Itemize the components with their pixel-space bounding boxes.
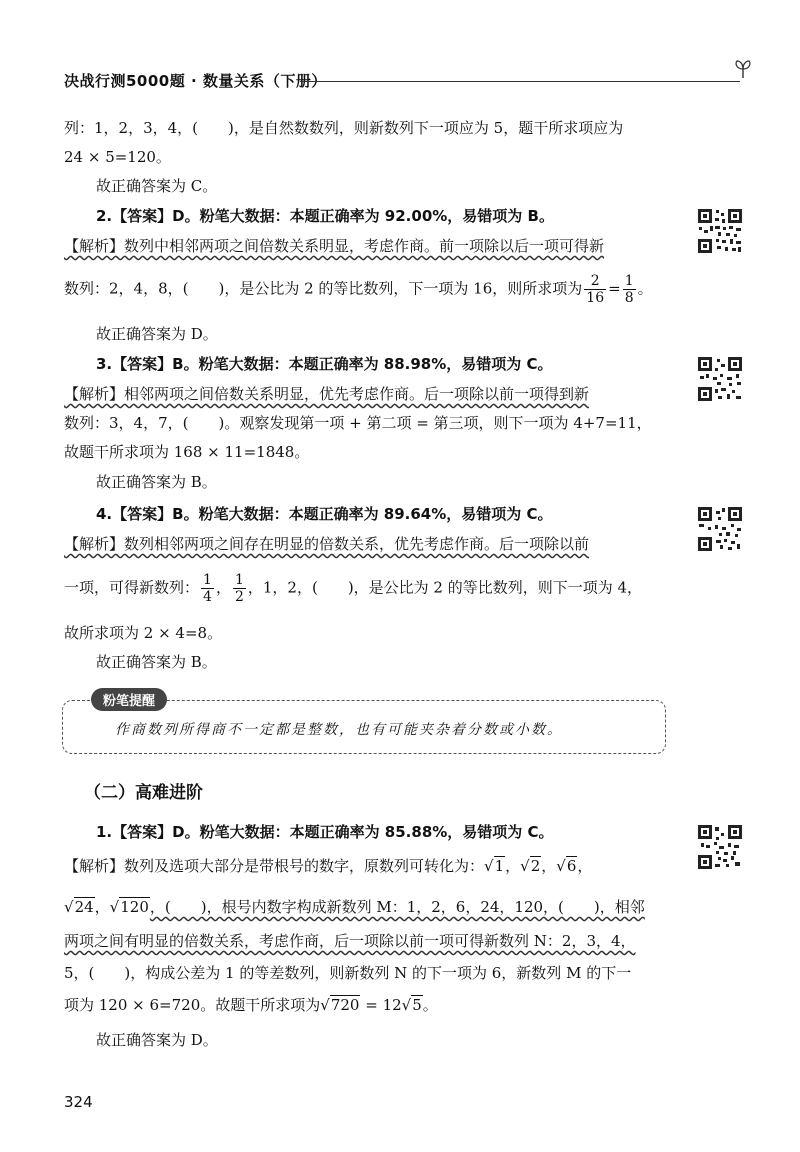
numerator: 1 xyxy=(203,572,212,588)
advanced-q1-answer-heading: 1.【答案】D。粉笔大数据：本题正确率为 85.88%，易错项为 C。 xyxy=(96,823,554,841)
text-segment: 一项，可得新数列： xyxy=(64,578,200,597)
text-line: 列：1，2，3，4，( )，是自然数数列，则新数列下一项应为 5，题干所求项应为 xyxy=(64,119,624,137)
separator: ， xyxy=(577,857,593,875)
radical: √1 xyxy=(484,857,505,875)
q2-answer-heading: 2.【答案】D。粉笔大数据：本题正确率为 92.00%，易错项为 B。 xyxy=(96,207,554,225)
answer-line: 故正确答案为 B。 xyxy=(96,473,217,491)
text-segment: 项为 120 × 6=720。故题干所求项为 xyxy=(64,996,321,1014)
advanced-explanation-line: 项为 120 × 6=720。故题干所求项为√720 = 12√5。 xyxy=(64,996,438,1014)
text-line: 5，( )，构成公差为 1 的等差数列，则新数列 N 的下一项为 6，新数列 M 的下一 xyxy=(64,964,632,982)
denominator: 16 xyxy=(586,290,605,306)
section-title: （二）高难进阶 xyxy=(84,783,203,803)
radical: √5 xyxy=(401,996,422,1014)
radicand: 2 xyxy=(530,857,541,875)
q2-explanation-text: 数列：2，4，8，( )，是公比为 2 的等比数列，下一项为 16，则所求项为 xyxy=(64,279,583,298)
period: 。 xyxy=(422,996,438,1014)
q4-answer-heading: 4.【答案】B。粉笔大数据：本题正确率为 89.64%，易错项为 C。 xyxy=(96,505,553,523)
advanced-explanation-line xyxy=(64,896,645,918)
text-segment: ，1，2，( )，是公比为 2 的等比数列，则下一项为 4， xyxy=(247,578,643,597)
separator: ， xyxy=(505,857,521,875)
answer-line: 故正确答案为 D。 xyxy=(96,325,218,343)
radical: √24 xyxy=(64,898,94,916)
book-title: 决战行测5000题 · 数量关系（下册） xyxy=(64,72,327,90)
header-rule xyxy=(300,81,740,82)
denominator: 2 xyxy=(234,589,244,605)
radicand: 720 xyxy=(330,996,360,1014)
radicand: 120 xyxy=(120,898,149,916)
answer-line: 故正确答案为 B。 xyxy=(96,653,217,671)
qr-code-icon[interactable] xyxy=(696,823,744,871)
numerator: 1 xyxy=(234,572,244,588)
period: 。 xyxy=(637,279,653,298)
q3-explanation-text: 【解析】相邻两项之间倍数关系明显，优先考虑作商。后一项除以前一项得到新 xyxy=(64,385,590,403)
q4-explanation xyxy=(64,533,589,555)
radicand: 1 xyxy=(494,857,505,875)
answer-line: 故正确答案为 D。 xyxy=(96,1031,218,1049)
answer-line: 故正确答案为 C。 xyxy=(96,177,218,195)
sprout-icon xyxy=(732,58,754,80)
qr-code-icon[interactable] xyxy=(696,207,744,255)
qr-code-icon[interactable] xyxy=(696,505,744,553)
text-segment: ，( )，根号内数字构成新数列 M：1，2，6，24，120，( )，相邻 xyxy=(149,898,645,916)
q2-explanation xyxy=(64,235,604,257)
separator: ， xyxy=(541,857,557,875)
coefficient: 12 xyxy=(382,996,402,1014)
fraction xyxy=(233,572,246,605)
radical: √2 xyxy=(520,857,541,875)
text-line: 故所求项为 2 × 4=8。 xyxy=(64,624,223,642)
denominator: 8 xyxy=(624,290,634,306)
q3-explanation xyxy=(64,383,589,405)
text-line: 故题干所求项为 168 × 11=1848。 xyxy=(64,443,310,461)
q4-explanation-text: 【解析】数列相邻两项之间存在明显的倍数关系，优先考虑作商。后一项除以前 xyxy=(64,535,590,553)
qr-code-icon[interactable] xyxy=(696,355,744,403)
page-number: 324 xyxy=(64,1093,93,1111)
text-line: 24 × 5=120。 xyxy=(64,148,171,166)
fraction xyxy=(201,572,214,605)
radicand: 6 xyxy=(566,857,577,875)
fraction xyxy=(584,273,606,306)
radical: √120 xyxy=(109,898,149,916)
text-segment: 【解析】数列及选项大部分是带根号的数字，原数列可转化为： xyxy=(64,857,485,875)
text-segment: 两项之间有明显的倍数关系，考虑作商，后一项除以前一项可得新数列 N：2，3，4， xyxy=(64,932,636,950)
q4-explanation-line xyxy=(64,572,642,605)
q2-explanation-line xyxy=(64,273,653,306)
advanced-explanation-line xyxy=(64,930,636,952)
tip-label: 粉笔提醒 xyxy=(91,688,167,711)
text-line: 数列：3，4，7，( )。观察发现第一项 + 第二项 = 第三项，则下一项为 4+7=11， xyxy=(64,414,652,432)
denominator: 4 xyxy=(203,589,212,605)
equals-sign: = xyxy=(608,279,621,298)
fraction xyxy=(623,273,636,306)
radical: √720 xyxy=(320,996,360,1014)
page-header xyxy=(64,64,754,94)
radical: √6 xyxy=(556,857,577,875)
radicand: 24 xyxy=(74,898,94,916)
tip-box xyxy=(62,694,666,754)
separator: ， xyxy=(94,898,110,916)
numerator: 2 xyxy=(584,273,606,290)
q2-explanation-text: 【解析】数列中相邻两项之间倍数关系明显，考虑作商。前一项除以后一项可得新 xyxy=(64,237,605,255)
tip-text: 作商数列所得商不一定都是整数，也有可能夹杂着分数或小数。 xyxy=(115,722,563,738)
separator: ， xyxy=(215,578,231,597)
q3-answer-heading: 3.【答案】B。粉笔大数据：本题正确率为 88.98%，易错项为 C。 xyxy=(96,355,553,373)
radicand: 5 xyxy=(412,996,422,1014)
advanced-explanation-line xyxy=(64,855,592,877)
numerator: 1 xyxy=(624,273,634,289)
